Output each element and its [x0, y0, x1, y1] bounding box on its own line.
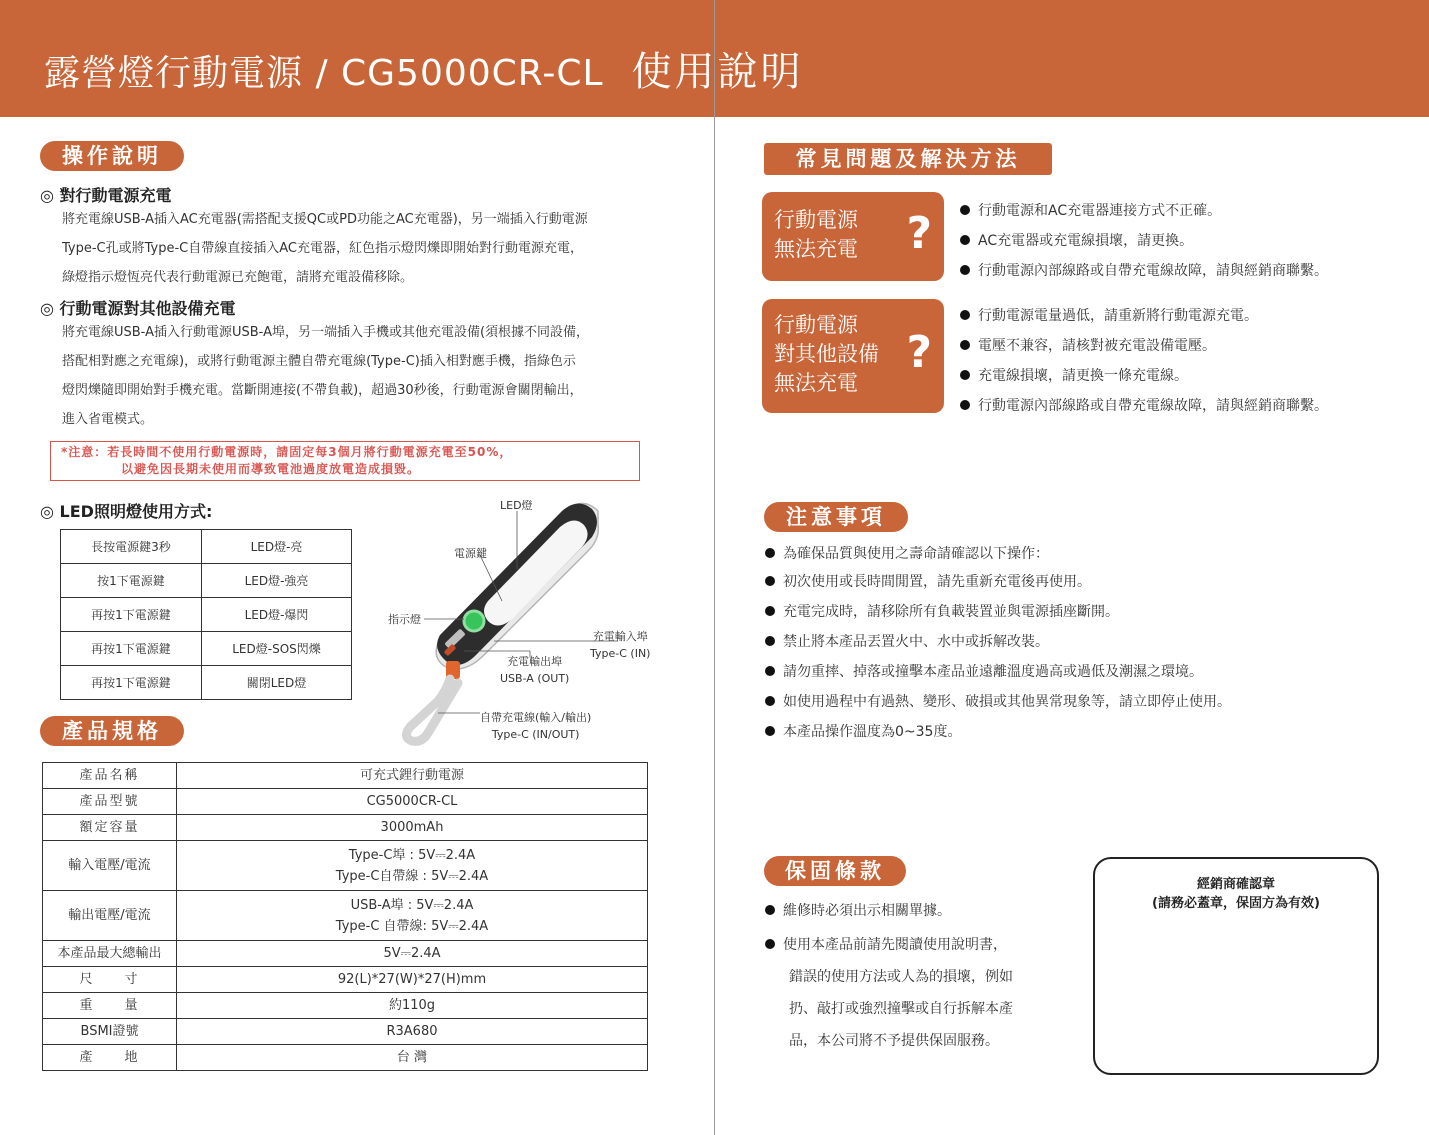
question-mark-icon: ?: [906, 327, 932, 378]
led-result: 關閉LED燈: [202, 666, 352, 700]
paragraph-line: Type-C孔或將Type-C自帶線直接插入AC充電器，紅色指示燈閃爍即開始對行動電源充電，: [62, 241, 583, 256]
caution-item: 禁止將本產品丟置火中、水中或拆解改裝。: [765, 627, 1231, 657]
led-action: 長按電源鍵3秒: [61, 530, 202, 564]
spec-label: BSMI證號: [43, 1019, 177, 1045]
faq-heading: 常見問題及解決方法: [764, 143, 1052, 175]
spec-value: [177, 841, 648, 891]
spec-value: 可充式鋰行動電源: [177, 763, 648, 789]
table-row: [61, 632, 352, 666]
notice-box: [50, 441, 640, 481]
spec-value: 92(L)*27(W)*27(H)mm: [177, 967, 648, 993]
led-action: 再按1下電源鍵: [61, 632, 202, 666]
callout-builtin-cable: [480, 709, 591, 743]
callout-input-port-type: Type-C (IN): [590, 647, 651, 660]
warranty-heading: 保固條款: [764, 856, 906, 886]
table-row: [61, 598, 352, 632]
led-usage-title: ◎ LED照明燈使用方式:: [40, 502, 213, 521]
table-row: [43, 789, 648, 815]
warranty-line: 扔、敲打或強烈撞擊或自行拆解本產: [789, 1001, 1013, 1017]
section-charge-devices-title: ◎ 行動電源對其他設備充電: [40, 299, 236, 318]
spec-label: 額定容量: [43, 815, 177, 841]
table-row: [43, 967, 648, 993]
table-row: [43, 941, 648, 967]
table-row: [61, 666, 352, 700]
table-row: [43, 1019, 648, 1045]
notice-line-2: 以避免因長期未使用而導致電池過度放電造成損毀。: [121, 462, 421, 476]
spec-value: CG5000CR-CL: [177, 789, 648, 815]
callout-input-port: [590, 628, 650, 662]
callout-output-port-type: USB-A (OUT): [500, 672, 570, 685]
faq-answer: AC充電器或充電線損壞，請更換。: [960, 226, 1328, 256]
callout-power-button: 電源鍵: [454, 547, 487, 560]
spec-label: 產 地: [43, 1045, 177, 1071]
page-title-main: 露營燈行動電源 / CG5000CR-CL: [44, 53, 604, 94]
callout-input-port-label: 充電輸入埠: [592, 630, 648, 643]
table-row: [43, 763, 648, 789]
spec-label: 本產品最大總輸出: [43, 941, 177, 967]
spec-label: 尺 寸: [43, 967, 177, 993]
notice-line-1: *注意：若長時間不使用行動電源時，請固定每3個月將行動電源充電至50%，: [61, 445, 513, 459]
spec-value: 5V⎓2.4A: [177, 941, 648, 967]
caution-item: 本產品操作溫度為0~35度。: [765, 717, 1231, 747]
led-result: LED燈-亮: [202, 530, 352, 564]
page-title-subtitle: 使用說明: [631, 49, 804, 95]
dealer-stamp-text: [1095, 875, 1377, 913]
faq-answer: 電壓不兼容，請核對被充電設備電壓。: [960, 331, 1328, 361]
led-result: LED燈-SOS閃爍: [202, 632, 352, 666]
section-charge-powerbank-title: ◎ 對行動電源充電: [40, 186, 172, 205]
spec-value: R3A680: [177, 1019, 648, 1045]
led-result: LED燈-爆閃: [202, 598, 352, 632]
caution-item: 充電完成時，請移除所有負載裝置並與電源插座斷開。: [765, 597, 1231, 627]
caution-intro: [765, 543, 1049, 563]
caution-intro-text: 為確保品質與使用之壽命請確認以下操作：: [783, 546, 1049, 562]
specs-heading: 產品規格: [40, 716, 184, 746]
callout-output-port-label: 充電輸出埠: [507, 655, 563, 668]
section-charge-devices-body: [62, 318, 589, 434]
spec-value-line: Type-C 自帶線: 5V⎓2.4A: [335, 918, 489, 934]
dealer-stamp-box: [1093, 857, 1379, 1075]
faq-answers: [960, 196, 1328, 286]
table-row: [43, 815, 648, 841]
paragraph-line: 搭配相對應之充電線)，或將行動電源主體自帶充電線(Type-C)插入相對應手機，指綠色示: [62, 354, 576, 369]
spec-value: 約110g: [177, 993, 648, 1019]
spec-label: 輸入電壓/電流: [43, 841, 177, 891]
built-in-cable: [406, 661, 460, 741]
spec-value-line: USB-A埠 : 5V⎓2.4A: [350, 897, 474, 913]
spec-label: 輸出電壓/電流: [43, 891, 177, 941]
callout-builtin-cable-label: 自帶充電線(輸入/輸出): [480, 711, 592, 724]
faq-question-box: [762, 192, 944, 281]
paragraph-line: 將充電線USB-A插入AC充電器(需搭配支援QC或PD功能之AC充電器)，另一端插入行動電源: [62, 212, 588, 227]
callout-led-light: LED燈: [500, 499, 533, 512]
table-row: [43, 993, 648, 1019]
warranty-item-1: 維修時必須出示相關單據。: [765, 900, 951, 920]
led-usage-table: [60, 529, 352, 700]
table-row: [61, 530, 352, 564]
callout-indicator: 指示燈: [388, 613, 421, 626]
led-action: 再按1下電源鍵: [61, 666, 202, 700]
led-action: 按1下電源鍵: [61, 564, 202, 598]
led-result: LED燈-強亮: [202, 564, 352, 598]
table-row: [43, 1045, 648, 1071]
callout-builtin-cable-type: Type-C (IN/OUT): [491, 728, 580, 741]
spec-value: 3000mAh: [177, 815, 648, 841]
spec-label: 產品型號: [43, 789, 177, 815]
caution-item: 初次使用或長時間閒置，請先重新充電後再使用。: [765, 567, 1231, 597]
specs-table: [42, 762, 648, 1071]
paragraph-line: 燈閃爍隨即開始對手機充電。當斷開連接(不帶負載)，超過30秒後，行動電源會關閉輸出，: [62, 383, 583, 398]
callout-output-port: [500, 653, 569, 687]
faq-answer: 行動電源內部線路或自帶充電線故障，請與經銷商聯繫。: [960, 391, 1328, 421]
table-row: [61, 564, 352, 598]
paragraph-line: 綠燈指示燈恆亮代表行動電源已充飽電，請將充電設備移除。: [62, 270, 414, 285]
faq-answer: 行動電源內部線路或自帶充電線故障，請與經銷商聯繫。: [960, 256, 1328, 286]
spec-label: 重 量: [43, 993, 177, 1019]
dealer-stamp-note: (請務必蓋章，保固方為有效): [1152, 896, 1320, 911]
page-title: [44, 40, 804, 97]
warranty-line: 使用本產品前請先閱讀使用說明書，: [765, 929, 1013, 961]
caution-list: [765, 567, 1231, 747]
operation-heading: 操作說明: [40, 141, 184, 171]
spec-value: 台 灣: [177, 1045, 648, 1071]
caution-item: 請勿重摔、掉落或撞擊本產品並遠離溫度過高或過低及潮濕之環境。: [765, 657, 1231, 687]
spec-value-line: Type-C埠 : 5V⎓2.4A: [348, 847, 476, 863]
warranty-line: 品，本公司將不予提供保固服務。: [789, 1033, 999, 1049]
warranty-line: 錯誤的使用方法或人為的損壞，例如: [789, 969, 1013, 985]
caution-heading: 注意事項: [764, 502, 908, 532]
section-charge-powerbank-body: [62, 205, 588, 292]
table-row: [43, 841, 648, 891]
spec-label: 產品名稱: [43, 763, 177, 789]
spec-value-line: Type-C自帶線 : 5V⎓2.4A: [335, 868, 489, 884]
faq-question: 行動電源 對其他設備 無法充電: [774, 313, 879, 395]
page-divider: [714, 0, 715, 1135]
faq-answer: 行動電源和AC充電器連接方式不正確。: [960, 196, 1328, 226]
dealer-stamp-title: 經銷商確認章: [1196, 877, 1275, 892]
warranty-item-2: [765, 929, 1013, 1057]
faq-question: 行動電源 無法充電: [774, 208, 858, 261]
table-row: [43, 891, 648, 941]
faq-answers: [960, 301, 1328, 421]
led-action: 再按1下電源鍵: [61, 598, 202, 632]
faq-answer: 行動電源電量過低，請重新將行動電源充電。: [960, 301, 1328, 331]
spec-value: [177, 891, 648, 941]
question-mark-icon: ?: [906, 208, 932, 259]
caution-item: 如使用過程中有過熱、變形、破損或其他異常現象等，請立即停止使用。: [765, 687, 1231, 717]
faq-question-box: [762, 299, 944, 413]
paragraph-line: 進入省電模式。: [62, 412, 154, 427]
faq-answer: 充電線損壞，請更換一條充電線。: [960, 361, 1328, 391]
paragraph-line: 將充電線USB-A插入行動電源USB-A埠，另一端插入手機或其他充電設備(須根據不同設備，: [62, 325, 590, 340]
